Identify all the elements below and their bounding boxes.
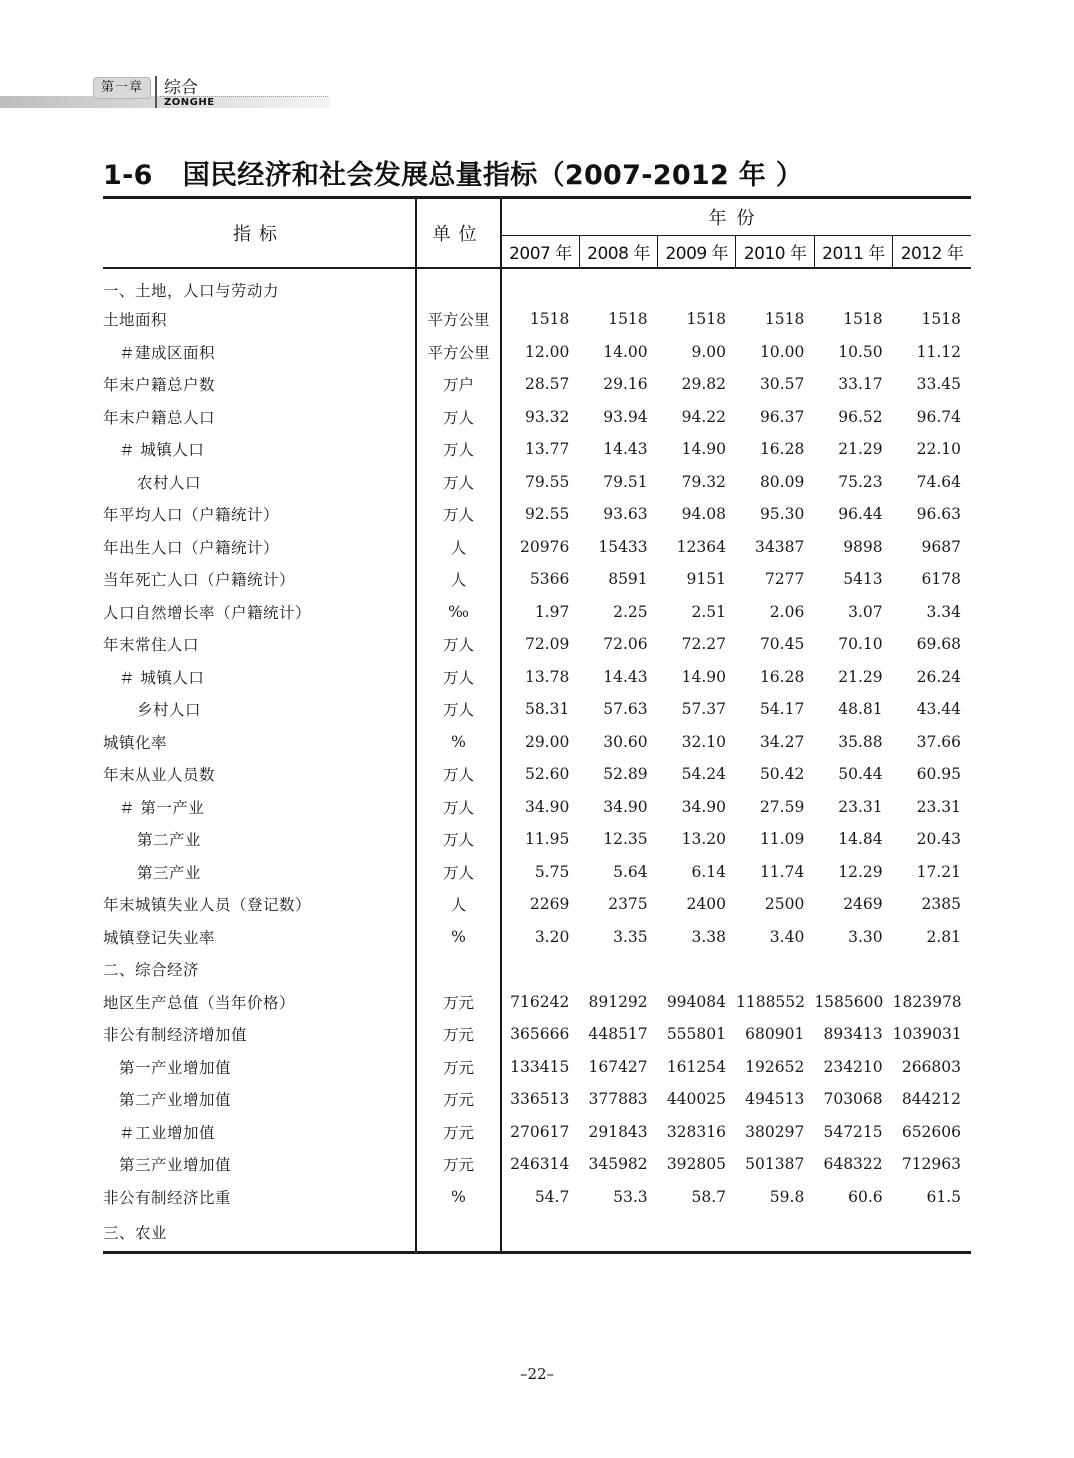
value-cell <box>658 953 736 986</box>
value-cell: 14.43 <box>603 440 648 459</box>
value-cell: 70.10 <box>838 635 883 654</box>
value-cell: 30.60 <box>603 732 648 751</box>
value-cell: 328316 <box>666 1122 726 1141</box>
table-row <box>103 596 971 629</box>
indicator-label: 乡村人口 <box>137 701 202 720</box>
value-cell: 59.8 <box>769 1187 805 1206</box>
value-cell: 11.09 <box>759 830 805 849</box>
value-cell: 94.22 <box>681 407 726 426</box>
value-cell: 75.23 <box>838 472 883 491</box>
value-cell: 14.90 <box>681 440 726 459</box>
value-cell: 20976 <box>520 537 570 556</box>
table-row <box>103 336 971 369</box>
value-cell: 893413 <box>823 1025 883 1044</box>
table-row <box>103 268 971 303</box>
unit-cell: 万户 <box>416 368 501 401</box>
value-cell: 844212 <box>901 1090 961 1109</box>
indicator-label: 三、农业 <box>103 1224 168 1242</box>
table-row <box>103 1116 971 1149</box>
value-cell: 2269 <box>529 895 570 914</box>
value-cell: 2.06 <box>769 602 805 621</box>
value-cell: 1518 <box>608 310 648 329</box>
value-cell <box>501 1213 579 1253</box>
value-cell: 43.44 <box>916 700 961 719</box>
value-cell: 23.31 <box>838 797 883 816</box>
unit-cell: 万元 <box>416 1051 501 1084</box>
value-cell: 52.60 <box>524 765 570 784</box>
table-row <box>103 888 971 921</box>
value-cell: 13.77 <box>524 440 570 459</box>
value-cell: 96.44 <box>838 505 883 524</box>
indicator-label: 年末从业人员数 <box>103 766 216 785</box>
table-row <box>103 1051 971 1084</box>
value-cell <box>814 1213 892 1253</box>
value-cell: 2.51 <box>691 602 726 621</box>
value-cell: 12.00 <box>524 342 570 361</box>
value-cell: 37.66 <box>916 732 961 751</box>
year-column-header: 2009 年 <box>658 236 736 269</box>
table-row <box>103 433 971 466</box>
value-cell: 58.7 <box>691 1187 726 1206</box>
value-cell: 648322 <box>823 1155 883 1174</box>
value-cell: 27.59 <box>759 797 805 816</box>
value-cell: 50.44 <box>838 765 883 784</box>
value-cell: 3.40 <box>769 927 805 946</box>
value-cell: 2375 <box>608 895 648 914</box>
value-cell: 291843 <box>588 1122 648 1141</box>
table-row <box>103 693 971 726</box>
unit-cell: 万人 <box>416 856 501 889</box>
unit-cell: 万人 <box>416 628 501 661</box>
table-title: 国民经济和社会发展总量指标（2007-2012 年 ） <box>182 160 804 191</box>
table-row <box>103 1018 971 1051</box>
value-cell: 30.57 <box>759 375 805 394</box>
value-cell: 95.30 <box>759 505 805 524</box>
value-cell: 34.90 <box>603 797 648 816</box>
value-cell: 167427 <box>588 1057 648 1076</box>
indicator-label: 年平均人口（户籍统计） <box>103 506 280 525</box>
value-cell: 33.17 <box>838 375 883 394</box>
value-cell: 79.55 <box>524 472 570 491</box>
value-cell: 3.35 <box>613 927 648 946</box>
value-cell: 380297 <box>745 1122 805 1141</box>
section-title: 综合 <box>164 78 198 98</box>
unit-cell: ‰ <box>416 596 501 629</box>
value-cell: 2.25 <box>613 602 648 621</box>
value-cell: 3.20 <box>534 927 570 946</box>
value-cell: 54.24 <box>681 765 726 784</box>
value-cell: 547215 <box>823 1122 883 1141</box>
value-cell: 13.78 <box>524 667 570 686</box>
unit-cell: 万人 <box>416 758 501 791</box>
indicator-label: 年末户籍总人口 <box>103 408 216 427</box>
value-cell: 1518 <box>686 310 726 329</box>
table-number: 1-6 <box>103 160 153 191</box>
value-cell: 345982 <box>588 1155 648 1174</box>
table-row <box>103 498 971 531</box>
value-cell: 12.29 <box>838 862 883 881</box>
unit-cell: % <box>416 921 501 954</box>
value-cell <box>814 953 892 986</box>
value-cell: 93.32 <box>524 407 570 426</box>
value-cell: 34.90 <box>681 797 726 816</box>
section-subtitle: ZONGHE <box>164 97 215 108</box>
value-cell: 1585600 <box>814 992 884 1011</box>
table-header <box>103 198 971 269</box>
table-row <box>103 823 971 856</box>
value-cell <box>736 953 814 986</box>
unit-cell: 万元 <box>416 986 501 1019</box>
value-cell: 57.37 <box>681 700 726 719</box>
value-cell: 74.64 <box>916 472 961 491</box>
table-row <box>103 1148 971 1181</box>
value-cell: 1.97 <box>534 602 570 621</box>
table-body <box>103 268 971 1253</box>
unit-cell <box>416 1213 501 1253</box>
table-row <box>103 628 971 661</box>
value-cell <box>893 1213 971 1253</box>
value-cell: 1518 <box>843 310 883 329</box>
value-cell: 9151 <box>686 570 726 589</box>
value-cell: 96.63 <box>916 505 961 524</box>
table-row <box>103 368 971 401</box>
value-cell: 703068 <box>823 1090 883 1109</box>
value-cell: 21.29 <box>838 440 883 459</box>
unit-cell: % <box>416 1181 501 1214</box>
value-cell: 5366 <box>529 570 570 589</box>
unit-cell: 万元 <box>416 1083 501 1116</box>
value-cell: 891292 <box>588 992 648 1011</box>
value-cell: 14.90 <box>681 667 726 686</box>
value-cell: 6.14 <box>691 862 726 881</box>
value-cell <box>893 268 971 303</box>
value-cell: 8591 <box>608 570 648 589</box>
unit-cell: 万人 <box>416 693 501 726</box>
value-cell: 72.09 <box>524 635 570 654</box>
indicator-label: 地区生产总值（当年价格） <box>103 993 296 1012</box>
value-cell: 161254 <box>666 1057 726 1076</box>
year-column-header: 2012 年 <box>893 236 971 269</box>
value-cell <box>579 953 657 986</box>
value-cell: 12.35 <box>603 830 648 849</box>
value-cell: 35.88 <box>838 732 883 751</box>
value-cell: 494513 <box>745 1090 805 1109</box>
unit-cell <box>416 268 501 303</box>
value-cell: 12364 <box>676 537 726 556</box>
year-column-header: 2010 年 <box>736 236 814 269</box>
value-cell: 5.75 <box>534 862 570 881</box>
value-cell: 52.89 <box>603 765 648 784</box>
year-group-header: 年份 <box>501 198 971 236</box>
value-cell <box>501 953 579 986</box>
value-cell: 1188552 <box>735 992 806 1011</box>
value-cell: 34387 <box>755 537 805 556</box>
unit-cell: 万人 <box>416 433 501 466</box>
unit-cell: 人 <box>416 531 501 564</box>
indicator-label: 农村人口 <box>137 473 202 492</box>
value-cell: 6178 <box>921 570 961 589</box>
value-cell: 377883 <box>588 1090 648 1109</box>
value-cell: 20.43 <box>916 830 961 849</box>
value-cell: 50.42 <box>759 765 805 784</box>
value-cell: 54.17 <box>759 700 805 719</box>
year-column-header: 2011 年 <box>814 236 892 269</box>
table-row <box>103 466 971 499</box>
indicator-label: 年末城镇失业人员（登记数） <box>103 896 312 915</box>
value-cell: 96.37 <box>759 407 805 426</box>
year-column-header: 2008 年 <box>579 236 657 269</box>
value-cell: 16.28 <box>759 440 805 459</box>
table-row <box>103 856 971 889</box>
value-cell: 96.52 <box>838 407 883 426</box>
value-cell: 716242 <box>510 992 570 1011</box>
value-cell: 26.24 <box>916 667 961 686</box>
value-cell <box>658 268 736 303</box>
indicator-label: 一、土地，人口与劳动力 <box>103 282 280 300</box>
table-row <box>103 401 971 434</box>
unit-cell: 万元 <box>416 1116 501 1149</box>
value-cell: 70.45 <box>759 635 805 654</box>
value-cell: 440025 <box>666 1090 726 1109</box>
value-cell <box>579 268 657 303</box>
value-cell: 1518 <box>764 310 805 329</box>
value-cell: 448517 <box>588 1025 648 1044</box>
indicator-label: 第三产业 <box>137 863 202 882</box>
value-cell: 96.74 <box>916 407 961 426</box>
value-cell: 29.82 <box>681 375 726 394</box>
value-cell: 16.28 <box>759 667 805 686</box>
value-cell: 29.00 <box>524 732 570 751</box>
table-row <box>103 1083 971 1116</box>
value-cell: 3.38 <box>691 927 726 946</box>
unit-cell: 万人 <box>416 498 501 531</box>
value-cell: 7277 <box>764 570 805 589</box>
indicator-label: 非公有制经济增加值 <box>103 1026 248 1045</box>
value-cell: 3.34 <box>926 602 961 621</box>
value-cell: 652606 <box>901 1122 961 1141</box>
value-cell: 11.12 <box>916 342 961 361</box>
table-row <box>103 661 971 694</box>
value-cell: 680901 <box>745 1025 805 1044</box>
indicator-label: ＃工业增加值 <box>119 1123 216 1142</box>
indicator-label: 城镇化率 <box>103 733 168 752</box>
value-cell: 3.30 <box>848 927 883 946</box>
value-cell: 5413 <box>843 570 883 589</box>
indicator-label: 非公有制经济比重 <box>103 1188 232 1207</box>
value-cell <box>814 268 892 303</box>
value-cell: 336513 <box>510 1090 570 1109</box>
value-cell: 246314 <box>510 1155 570 1174</box>
value-cell: 34.90 <box>524 797 570 816</box>
indicator-label: 第一产业增加值 <box>119 1058 232 1077</box>
value-cell: 21.29 <box>838 667 883 686</box>
indicator-label: 人口自然增长率（户籍统计） <box>103 603 312 622</box>
value-cell: 22.10 <box>916 440 961 459</box>
value-cell: 57.63 <box>603 700 648 719</box>
table-row <box>103 921 971 954</box>
value-cell: 13.20 <box>681 830 726 849</box>
value-cell: 58.31 <box>524 700 570 719</box>
indicator-label: 年出生人口（户籍统计） <box>103 538 280 557</box>
value-cell: 93.94 <box>603 407 648 426</box>
indicator-label: 当年死亡人口（户籍统计） <box>103 571 296 590</box>
value-cell: 28.57 <box>524 375 570 394</box>
value-cell: 2400 <box>686 895 726 914</box>
value-cell <box>579 1213 657 1253</box>
value-cell: 501387 <box>745 1155 805 1174</box>
table-row <box>103 1181 971 1214</box>
value-cell: 2500 <box>764 895 805 914</box>
table-row <box>103 531 971 564</box>
value-cell: 69.68 <box>916 635 961 654</box>
value-cell <box>736 1213 814 1253</box>
indicator-label: 年末常住人口 <box>103 636 200 655</box>
value-cell <box>501 268 579 303</box>
value-cell <box>658 1213 736 1253</box>
value-cell: 14.43 <box>603 667 648 686</box>
value-cell: 93.63 <box>603 505 648 524</box>
value-cell: 133415 <box>510 1057 570 1076</box>
page-number: –22– <box>519 1365 555 1383</box>
indicator-label: ＃ 城镇人口 <box>119 668 205 687</box>
table-row <box>103 563 971 596</box>
value-cell: 266803 <box>901 1057 961 1076</box>
value-cell: 54.7 <box>534 1187 570 1206</box>
table-row <box>103 1213 971 1253</box>
indicator-label: 城镇登记失业率 <box>103 928 216 947</box>
value-cell: 11.74 <box>759 862 805 881</box>
value-cell: 11.95 <box>524 830 570 849</box>
unit-cell: % <box>416 726 501 759</box>
value-cell: 15433 <box>598 537 648 556</box>
table-row <box>103 303 971 336</box>
value-cell: 33.45 <box>916 375 961 394</box>
indicator-label: ＃ 第一产业 <box>119 798 205 817</box>
value-cell: 555801 <box>666 1025 726 1044</box>
indicator-label: 第二产业增加值 <box>119 1091 232 1110</box>
value-cell: 9898 <box>843 537 883 556</box>
value-cell: 79.32 <box>681 472 726 491</box>
value-cell: 60.6 <box>848 1187 883 1206</box>
value-cell: 10.50 <box>838 342 883 361</box>
value-cell: 392805 <box>666 1155 726 1174</box>
value-cell: 17.21 <box>916 862 961 881</box>
unit-cell: 平方公里 <box>416 336 501 369</box>
value-cell: 3.07 <box>848 602 883 621</box>
indicator-label: 第二产业 <box>137 831 202 850</box>
value-cell: 92.55 <box>524 505 570 524</box>
unit-cell: 万人 <box>416 466 501 499</box>
unit-cell: 人 <box>416 563 501 596</box>
table-row <box>103 953 971 986</box>
value-cell: 10.00 <box>759 342 805 361</box>
value-cell: 32.10 <box>681 732 726 751</box>
unit-cell: 人 <box>416 888 501 921</box>
value-cell: 1518 <box>529 310 570 329</box>
value-cell: 9687 <box>921 537 961 556</box>
value-cell: 9.00 <box>691 342 726 361</box>
value-cell: 2385 <box>921 895 961 914</box>
value-cell: 14.00 <box>603 342 648 361</box>
value-cell: 48.81 <box>838 700 883 719</box>
unit-cell <box>416 953 501 986</box>
page-title <box>103 153 803 192</box>
value-cell: 80.09 <box>759 472 805 491</box>
value-cell: 72.06 <box>603 635 648 654</box>
value-cell: 2469 <box>843 895 883 914</box>
value-cell: 234210 <box>823 1057 883 1076</box>
unit-cell: 平方公里 <box>416 303 501 336</box>
year-column-header: 2007 年 <box>501 236 579 269</box>
value-cell: 365666 <box>510 1025 570 1044</box>
indicator-label: 年末户籍总户数 <box>103 376 216 395</box>
unit-cell: 万人 <box>416 661 501 694</box>
value-cell: 5.64 <box>613 862 648 881</box>
value-cell: 53.3 <box>613 1187 648 1206</box>
value-cell: 79.51 <box>603 472 648 491</box>
value-cell: 192652 <box>745 1057 805 1076</box>
value-cell: 994084 <box>666 992 726 1011</box>
unit-cell: 万元 <box>416 1018 501 1051</box>
value-cell: 1518 <box>921 310 961 329</box>
value-cell <box>736 268 814 303</box>
unit-cell: 万人 <box>416 791 501 824</box>
unit-cell: 万人 <box>416 823 501 856</box>
table-row <box>103 791 971 824</box>
indicator-label: 第三产业增加值 <box>119 1156 232 1175</box>
value-cell: 712963 <box>901 1155 961 1174</box>
unit-cell: 万元 <box>416 1148 501 1181</box>
value-cell: 2.81 <box>926 927 961 946</box>
indicator-label: 二、综合经济 <box>103 961 200 980</box>
value-cell: 61.5 <box>926 1187 961 1206</box>
indicator-label: ＃建成区面积 <box>119 343 216 362</box>
indicator-label: 土地面积 <box>103 311 168 330</box>
value-cell: 1823978 <box>892 992 962 1011</box>
unit-cell: 万人 <box>416 401 501 434</box>
value-cell: 34.27 <box>759 732 805 751</box>
value-cell: 14.84 <box>838 830 883 849</box>
value-cell: 94.08 <box>681 505 726 524</box>
header-divider <box>155 76 157 108</box>
table-row <box>103 758 971 791</box>
table-row <box>103 986 971 1019</box>
value-cell: 1039031 <box>892 1025 962 1044</box>
indicator-label: ＃ 城镇人口 <box>119 441 205 460</box>
chapter-badge: 第一章 <box>93 77 151 99</box>
table-row <box>103 726 971 759</box>
value-cell: 60.95 <box>916 765 961 784</box>
value-cell: 23.31 <box>916 797 961 816</box>
value-cell: 29.16 <box>603 375 648 394</box>
value-cell <box>893 953 971 986</box>
unit-column-header: 单位 <box>416 198 501 269</box>
value-cell: 270617 <box>510 1122 570 1141</box>
indicator-table <box>103 196 971 1254</box>
indicator-column-header: 指标 <box>103 198 416 269</box>
value-cell: 72.27 <box>681 635 726 654</box>
